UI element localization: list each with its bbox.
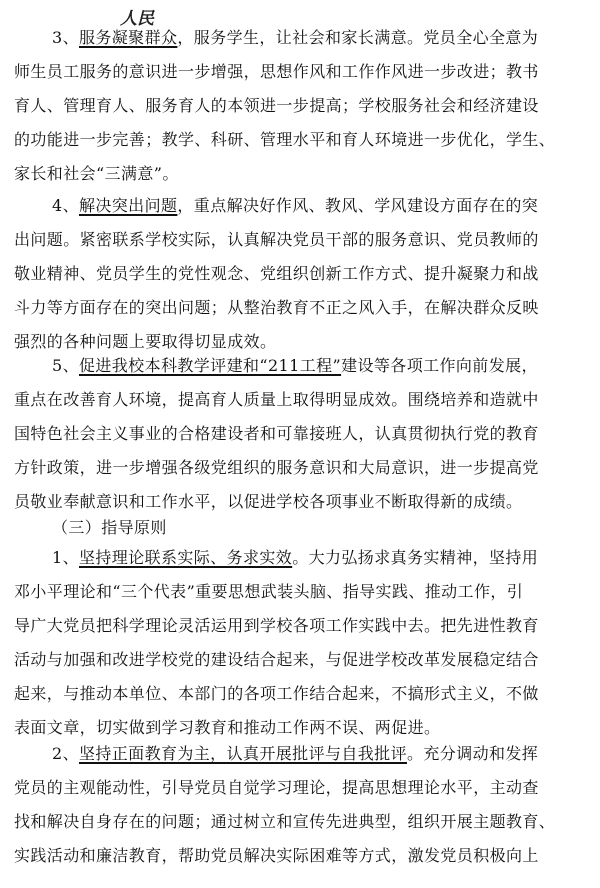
p3-key-phrase: 服务凝聚群众 [78,28,178,47]
p3-line-3: 育人、管理育人、服务育人的本领进一步提高；学校服务社会和经济建设 [14,96,539,115]
p5-line-1: 5、促进我校本科教学评建和“211工程”建设等各项工作向前发展， [52,356,538,375]
p5-line-2: 重点在改善育人环境，提高育人质量上取得明显成效。围绕培养和造就中 [14,390,539,409]
r2-line-4: 实践活动和廉洁教育，帮助党员解决实际困难等方式，激发党员积极向上 [14,846,539,865]
p4-line-5: 强烈的各种问题上要取得切显成效。 [14,332,277,351]
p5-line-5: 员敬业奉献意识和工作水平，以促进学校各项事业不断取得新的成绩。 [14,492,523,511]
p5-line-4: 方针政策，进一步增强各级党组织的服务意识和大局意识，进一步提高党 [14,458,539,477]
p5-line-3: 国特色社会主义事业的合格建设者和可靠接班人，认真贯彻执行党的教育 [14,424,539,443]
p4-line-3: 敬业精神、党员学生的党性观念、党组织创新工作方式、提升凝聚力和战 [14,264,539,283]
r1-line-1: 1、坚持理论联系实际、务求实效。大力弘扬求真务实精神，坚持用 [52,548,539,567]
r1-line-4: 活动与加强和改进学校党的建设结合起来，与促进学校改革发展稳定结合 [14,650,539,669]
p4-line-1: 4、解决突出问题，重点解决好作风、教风、学风建设方面存在的突 [52,196,539,215]
section-heading: （三）指导原则 [52,518,167,537]
p4-line-4: 斗力等方面存在的突出问题；从整治教育不正之风入手，在解决群众反映 [14,298,539,317]
r1-key-phrase: 坚持理论联系实际、务求实效 [78,548,293,567]
r2-line-3: 找和解决自身存在的问题；通过树立和宣传先进典型，组织开展主题教育、 [14,812,556,831]
r2-line-2: 党员的主观能动性，引导党员自觉学习理论，提高思想理论水平，主动查 [14,778,539,797]
r1-line-2: 邓小平理论和“三个代表”重要思想武装头脑、指导实践、推动工作，引 [14,582,524,601]
r1-line-3: 导广大党员把科学理论灵活运用到学校各项工作实践中去。把先进性教育 [14,616,539,635]
p3-line-1: 3、服务凝聚群众，服务学生，让社会和家长满意。党员全心全意为 [52,28,539,47]
p4-key-phrase: 解决突出问题 [78,196,178,215]
r1-line-6: 表面文章，切实做到学习教育和推动工作两不误、两促进。 [14,718,441,737]
handwritten-annotation: 人民 [120,9,154,29]
p4-line-2: 出问题。紧密联系学校实际，认真解决党员干部的服务意识、党员教师的 [14,230,539,249]
p3-line-4: 的功能进一步完善；教学、科研、管理水平和育人环境进一步优化，学生、 [14,130,556,149]
r2-line-1: 2、坚持正面教育为主，认真开展批评与自我批评。充分调动和发挥 [52,744,539,763]
r2-key-phrase: 坚持正面教育为主，认真开展批评与自我批评 [78,744,407,763]
p3-line-2: 师生员工服务的意识进一步增强，思想作风和工作作风进一步改进；教书 [14,62,539,81]
p5-key-phrase: 促进我校本科教学评建和“211工程” [78,356,342,375]
r1-line-5: 起来，与推动本单位、本部门的各项工作结合起来，不搞形式主义，不做 [14,684,539,703]
p3-line-5: 家长和社会“三满意”。 [14,164,179,183]
